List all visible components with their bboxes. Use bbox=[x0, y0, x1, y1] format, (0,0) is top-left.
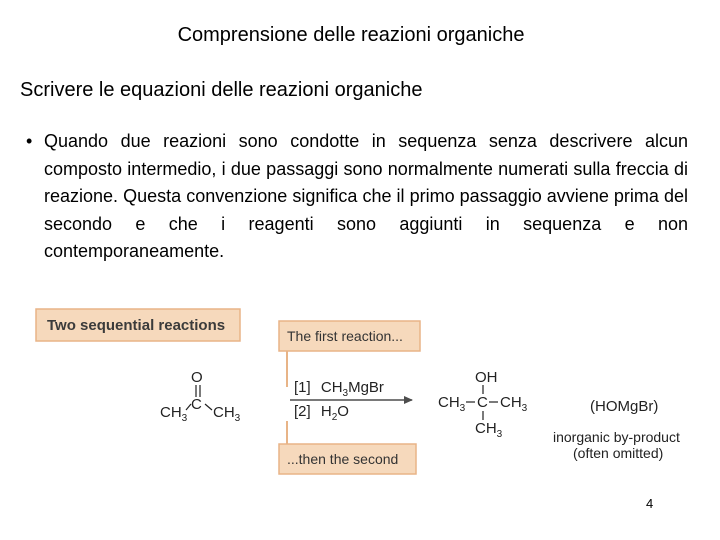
reactant-ch3-right: $CH_3$ bbox=[213, 404, 241, 424]
reactant-acetone bbox=[160, 369, 241, 424]
product-ch3-right: $CH_3$ bbox=[500, 394, 528, 414]
callout-first-label: The first reaction... bbox=[287, 328, 403, 344]
step-1-label: [1] $CH_3MgBr$ bbox=[294, 379, 384, 399]
slide-subtitle: Scrivere le equazioni delle reazioni organiche bbox=[20, 79, 423, 101]
product-carbon: C bbox=[477, 394, 488, 411]
slide-title: Comprensione delle reazioni organiche bbox=[177, 24, 525, 46]
reactant-carbon: C bbox=[191, 396, 202, 413]
product-ch3-left: $CH_3$ bbox=[438, 394, 466, 414]
reactant-oxygen: O bbox=[191, 369, 203, 386]
byproduct-note-1: inorganic by-product bbox=[553, 429, 680, 445]
figure-header-label: Two sequential reactions bbox=[47, 317, 226, 334]
product-tert-butanol bbox=[438, 369, 528, 440]
product-oh: OH bbox=[475, 369, 498, 386]
byproduct-formula: (HOMgBr) bbox=[590, 398, 659, 415]
step-2-label: [2] $H_2O$ bbox=[294, 403, 349, 423]
bullet-text: Quando due reazioni sono condotte in sequenza senza descrivere alcun composto intermedio, i due passaggi sono normalmente numerati sulla freccia di reazione. Questa convenzione significa che il primo passaggio avviene prima del secondo e che i reagenti sono aggiunti in sequenza e non contemporaneamente. bbox=[44, 131, 688, 261]
bullet-dot: • bbox=[26, 131, 33, 151]
bond-right bbox=[205, 404, 212, 410]
byproduct-note-2: (often omitted) bbox=[573, 445, 664, 461]
reactant-ch3-left: $CH_3$ bbox=[160, 404, 188, 424]
product-ch3-bottom: $CH_3$ bbox=[475, 420, 503, 440]
callout-second-label: ...then the second bbox=[287, 451, 399, 467]
page-number: 4 bbox=[646, 496, 654, 511]
